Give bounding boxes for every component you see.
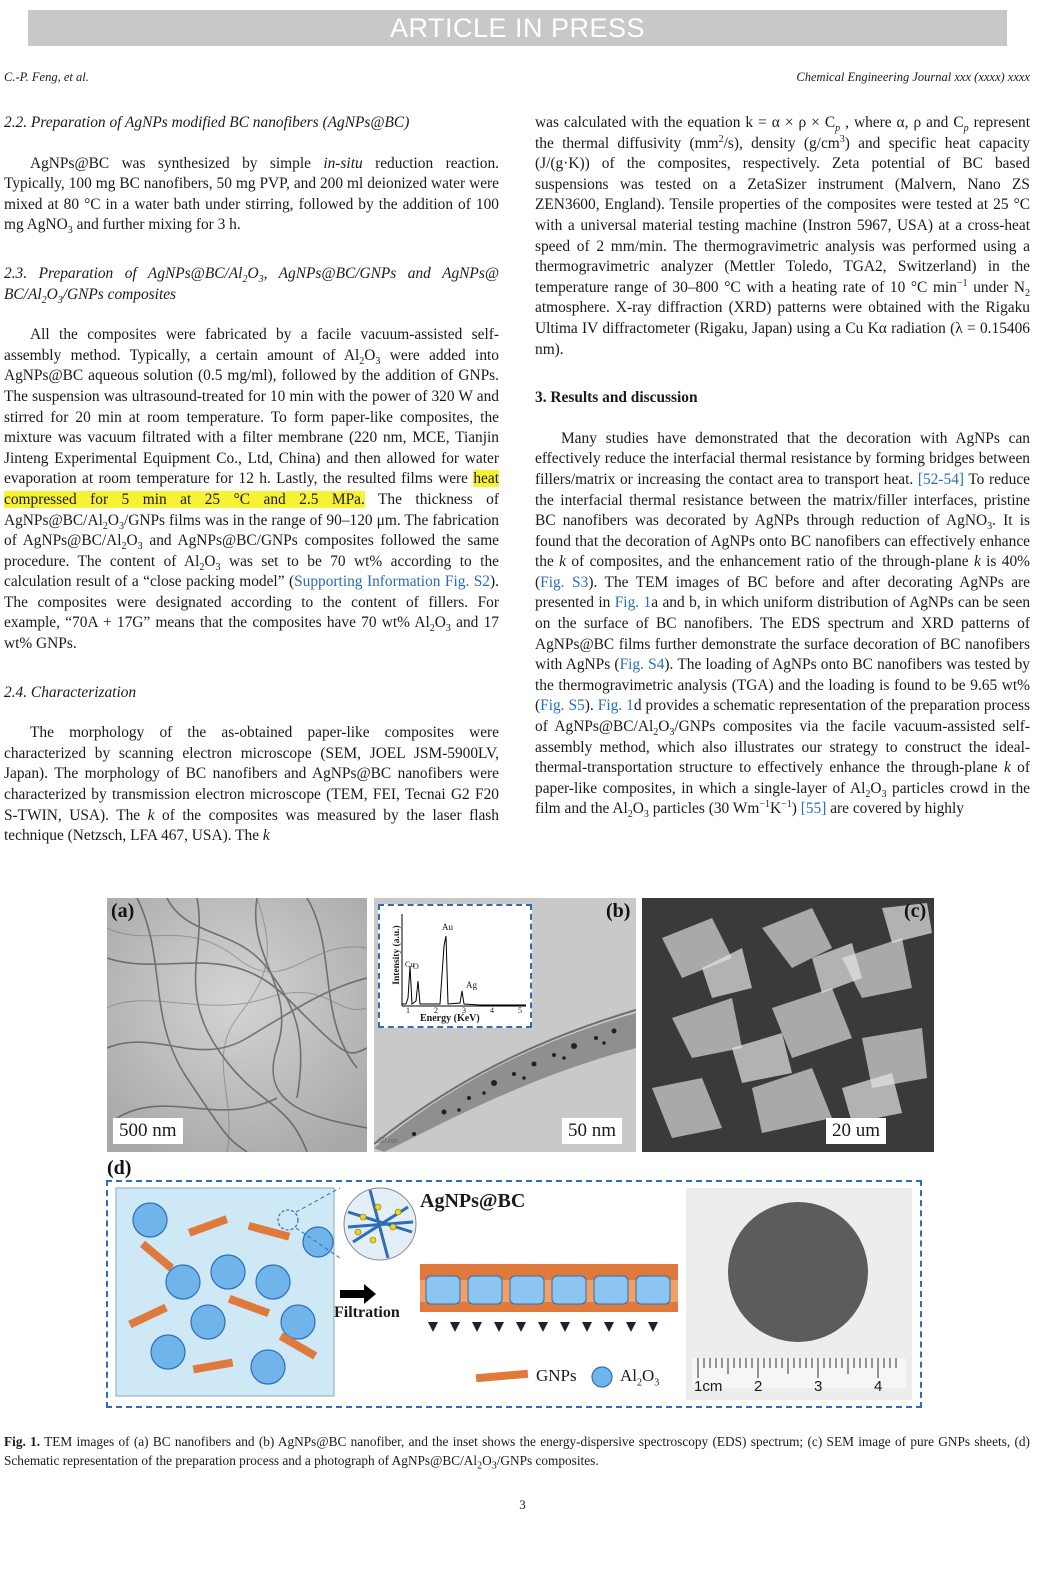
- fig-1-link-2[interactable]: Fig. 1: [597, 697, 634, 715]
- running-head-authors: C.-P. Feng, et al.: [4, 70, 89, 84]
- eds-peak-ag: Ag: [466, 980, 477, 990]
- left-column: [4, 113, 499, 847]
- eds-peak-o: O: [413, 962, 419, 971]
- fig-1-link[interactable]: Fig. 1: [614, 594, 652, 612]
- fig-s3-link[interactable]: Fig. S3: [540, 573, 589, 591]
- ref-link-52-54[interactable]: [52-54]: [917, 470, 965, 488]
- panel-a-tem-image: [107, 898, 367, 1152]
- agnps-bc-label: AgNPs@BC: [420, 1190, 526, 1212]
- eds-peak-au: Au: [442, 922, 453, 932]
- figure-1-caption: Fig. 1. TEM images of (a) BC nanofibers and (b) AgNPs@BC nanofiber, and the inset shows the energy-dispersive spectroscopy (EDS) spectrum; (c) SEM image of pure GNPs sheets, (d) Schematic representation of the preparation process and a photograph of $AgNPs@BC/Al_2O_3$/GNPs composites.: [4, 1434, 1030, 1472]
- panel-a-scale-bar: 500 nm: [113, 1118, 183, 1144]
- section-2-3-paragraph: All the composites were fabricated by a facile vacuum-assisted self-assembly method. Typically, a certain amount of $Al_2O_3$ were added into AgNPs@BC aqueous solution (0.5 mg/ml), followed by the addition of GNPs. The suspension was ultrasound-treated for 10 min with the power of 320 W and stirred for 20 min at room temperature. To form paper-like composites, the mixture was vacuum filtrated with a filter membrane (220 nm, MCE, Tianjin Jinteng Experimental Equipment Co., Ltd, China) and then allowed for water evaporation at room temperature for 12 h. Lastly, the resulted films were heat compressed for 5 min at 25 °C and 2.5 MPa. The thickness of $AgNPs@BC/Al_2O_3$/GNPs films was in the range of 90–120 μm. The fabrication of $AgNPs@BC/Al_2O_3$ and AgNPs@BC/GNPs composites followed the same procedure. The content of $Al_2O_3$ was set to be 70 wt% according to the calculation result of a “close packing model” (Supporting Information Fig. S2). The composites were designated according to the content of fillers. For example, “70A + 17G” means that the composites have 70 wt% $Al_2O_3$ and 17 wt% GNPs.: [4, 326, 500, 653]
- panel-c-sem-image: [642, 898, 934, 1152]
- bc-nanofiber-texture: [107, 898, 367, 1152]
- eds-x-axis-label: Energy (KeV): [420, 1013, 480, 1024]
- legend-al2o3: $Al_2O_3$: [620, 1366, 660, 1389]
- fig-s5-link[interactable]: Fig. S5: [540, 697, 585, 715]
- section-2-4-paragraph: The morphology of the as-obtained paper-like composites were characterized by scanning electron microscope (SEM, JOEL JSM-5900LV, Japan). The morphology of BC nanofibers and AgNPs@BC nanofibers were characterized by transmission electron microscope (TEM, FEI, Tecnai G2 F20 S-TWIN, USA). The k of the composites was measured by the laser flash technique (Netzsch, LFA 467, USA). The k: [4, 724, 499, 845]
- highlighted-text: heat compressed for 5 min at 25 °C and 2.5 MPa.: [4, 470, 499, 508]
- section-2-2-paragraph: AgNPs@BC was synthesized by simple in-situ reduction reaction. Typically, 100 mg BC nanofibers, 50 mg PVP, and 200 ml deionized water were mixed at 80 °C in a water bath under stirring, followed by the addition of 100 mg AgNO$_3$ and further mixing for 3 h.: [4, 154, 499, 237]
- fig-s4-link[interactable]: Fig. S4: [619, 656, 665, 674]
- panel-d-label: (d): [107, 1157, 132, 1179]
- characterization-continued: was calculated with the equation $k = \alpha \times \rho \times C_p$ , where α, ρ and $C_p$ represent the thermal diffusivity $(mm^2/s)$, density $(g/cm^3)$ and specific heat capacity (J/(g·K)) of the composites, respectively. Zeta potential of BC based suspensions was tested on a ZetaSizer instrument (Malvern, Nano ZS ZEN3600, England). Tensile properties of the composites were tested at 25 °C with a universal material testing machine (Instron 5967, USA) at a cross-heat speed of 2 mm/min. The thermogravimetric analysis was performed using a thermogravimetric analyzer (Mettler Toledo, TGA2, Switzerland) in the temperature range of 30–800 °C with a heating rate of 10 °C $\min^{-1}$ under $N_2$ atmosphere. X-ray diffraction (XRD) patterns were obtained with the Rigaku Ultima IV diffractometer (Rigaku, Japan) using a Cu Kα radiation (λ = 0.15406 nm).: [535, 114, 1031, 358]
- ruler-label-4: 4: [874, 1378, 883, 1395]
- article-in-press-banner: ARTICLE IN PRESS: [28, 10, 1007, 46]
- panel-c-label: (c): [904, 900, 927, 922]
- panel-b-scale-bar: 50 nm: [562, 1118, 622, 1144]
- panel-a-label: (a): [111, 900, 135, 922]
- ref-link-55[interactable]: [55]: [800, 800, 827, 818]
- section-2-2-title: 2.2. Preparation of AgNPs modified BC nanofibers (AgNPs@BC): [4, 114, 410, 131]
- schematic-drawing: [108, 1182, 920, 1406]
- ruler-label-1cm: 1cm: [694, 1378, 723, 1395]
- panel-b-tem-image: [374, 898, 636, 1152]
- eds-y-axis-label: Intensity (a.u.): [392, 925, 402, 985]
- eds-peak-cu: Cu: [405, 960, 415, 969]
- section-2-3-title: 2.3. Preparation of $AgNPs@BC/Al_2O_3$, AgNPs@BC/GNPs and AgNPs@ $BC/Al_2O_3$/GNPs composites: [4, 264, 499, 306]
- panel-b-small-scale: 50 nm: [378, 1136, 398, 1145]
- gnps-sheets-texture: [642, 898, 934, 1152]
- right-column: [535, 113, 1030, 820]
- panel-b-label: (b): [606, 900, 631, 922]
- section-2-4-title: 2.4. Characterization: [4, 683, 137, 701]
- page-number: 3: [519, 1497, 526, 1512]
- running-head-journal: Chemical Engineering Journal xxx (xxxx) xxxx: [796, 70, 1030, 84]
- ruler-label-2: 2: [754, 1378, 763, 1395]
- filtration-label: Filtration: [334, 1304, 400, 1321]
- eds-spectrum-inset: [378, 904, 532, 1028]
- section-3-paragraph: Many studies have demonstrated that the decoration with AgNPs can effectively reduce the interfacial thermal resistance by forming bridges between fillers/matrix or increasing the contact area to transport heat. [52-54] To reduce the interfacial thermal resistance between the matrix/filler interfaces, pristine BC nanofibers was decorated by AgNPs through reduction of AgNO$_3$. It is found that the decoration of AgNPs onto BC nanofibers can effectively enhance the k of composites, and the enhancement ratio of the through-plane k is 40% (Fig. S3). The TEM images of BC before and after decorating AgNPs are presented in Fig. 1a and b, in which uniform distribution of AgNPs can be seen on the surface of BC nanofibers. The EDS spectrum and XRD patterns of AgNPs@BC films further demonstrate the surface decoration of BC nanofibers with AgNPs (Fig. S4). The loading of AgNPs onto BC nanofibers was tested by the thermogravimetric analysis (TGA) and the loading is found to be 9.65 wt% (Fig. S5). Fig. 1d provides a schematic representation of the preparation process of $AgNPs@BC/Al_2O_3$/GNPs composites via the facile vacuum-assisted self-assembly method, which also illustrates our strategy to construct the ideal-thermal-transportation structure to effectively enhance the through-plane k of paper-like composites, in which a single-layer of $Al_2O_3$ particles crowd in the film and the $Al_2O_3$ particles (30 $Wm^{-1}K^{-1}$) [55] are covered by highly: [535, 429, 1031, 821]
- supporting-info-link[interactable]: Supporting Information Fig. S2: [294, 573, 490, 591]
- panel-c-scale-bar: 20 um: [826, 1118, 886, 1144]
- eds-x-ticks: 1 2 3 4 5: [406, 1006, 522, 1015]
- ruler-label-3: 3: [814, 1378, 823, 1395]
- panel-d-schematic: [106, 1180, 922, 1408]
- legend-gnps: GNPs: [536, 1366, 577, 1385]
- section-3-title: 3. Results and discussion: [535, 389, 698, 407]
